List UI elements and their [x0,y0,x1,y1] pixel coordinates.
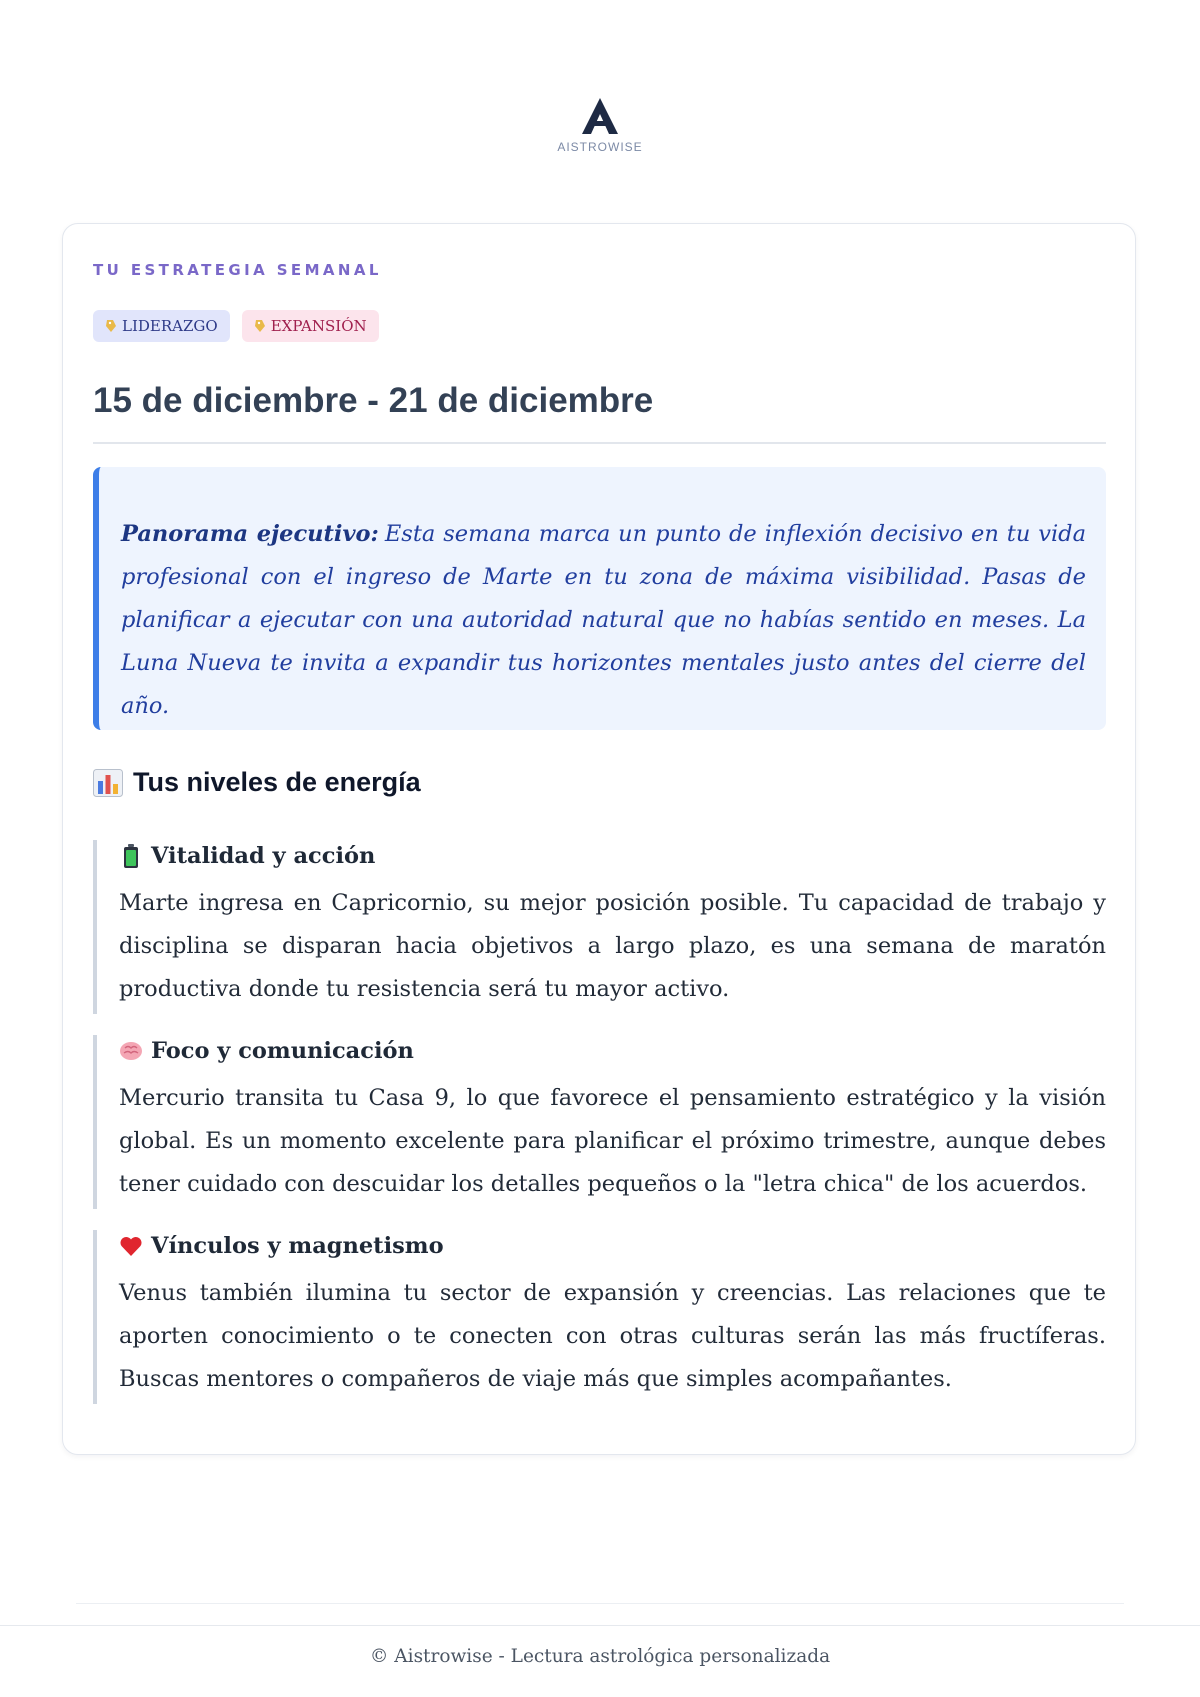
heart-icon [119,1233,143,1259]
summary-text: Esta semana marca un punto de inflexión decisivo en tu vida profesional con el ingreso de Marte en tu zona de máxima visibilidad. Pasas de planificar a ejecutar con una autoridad natural que no habías sentido en meses. La Luna Nueva te invita a expandir tus horizontes mentales justo antes del cierre del año. [121,521,1087,719]
card-eyebrow: TU ESTRATEGIA SEMANAL [93,261,382,279]
brain-icon [119,1038,143,1064]
executive-summary [93,467,1106,730]
tag-label: LIDERAZGO [122,317,218,335]
energy-item-title: Vitalidad y acción [151,843,376,869]
battery-icon [119,843,143,869]
weekly-strategy-card [62,223,1136,1455]
energy-item [93,1035,1106,1209]
energy-item-text: Venus también ilumina tu sector de expansión y creencias. Las relaciones que te aporten conocimiento o te conecten con otras culturas serán las más fructíferas. Buscas mentores o compañeros de viaje más que simples acompañantes. [119,1280,1106,1392]
brand-name: AISTROWISE [557,140,643,154]
energy-item-header [119,1035,1106,1067]
A-logo-icon [578,96,622,136]
energy-item-title: Foco y comunicación [151,1038,414,1064]
tag-icon [254,319,266,333]
energy-item [93,840,1106,1014]
energy-item-header [119,1230,1106,1262]
tag-label: EXPANSIÓN [270,317,367,335]
energy-item-text: Marte ingresa en Capricornio, su mejor posición posible. Tu capacidad de trabajo y disciplina se disparan hacia objetivos a largo plazo, es una semana de maratón productiva donde tu resistencia será tu mayor activo. [119,890,1106,1002]
energy-item-text: Mercurio transita tu Casa 9, lo que favorece el pensamiento estratégico y la visión global. Es un momento excelente para planificar el próximo trimestre, aunque debes tener cuidado con descuidar los detalles pequeños o la "letra chica" de los acuerdos. [119,1085,1106,1197]
footer-divider [0,1625,1200,1626]
energy-section-title [93,767,421,798]
title-divider [93,442,1106,444]
footer-divider [76,1603,1124,1604]
energy-item-header [119,840,1106,872]
bar-chart-icon [93,769,123,797]
summary-lead: Panorama ejecutivo: [121,521,379,547]
energy-item [93,1230,1106,1404]
date-range-title: 15 de diciembre - 21 de diciembre [93,381,654,420]
tag-liderazgo [93,310,230,342]
footer-text: © Aistrowise - Lectura astrológica personalizada [369,1646,831,1667]
tag-expansion [242,310,379,342]
tag-icon [105,319,117,333]
brand-logo [0,96,1200,154]
energy-section-label: Tus niveles de energía [133,767,421,797]
energy-item-title: Vínculos y magnetismo [151,1233,444,1259]
tag-list [93,310,379,342]
